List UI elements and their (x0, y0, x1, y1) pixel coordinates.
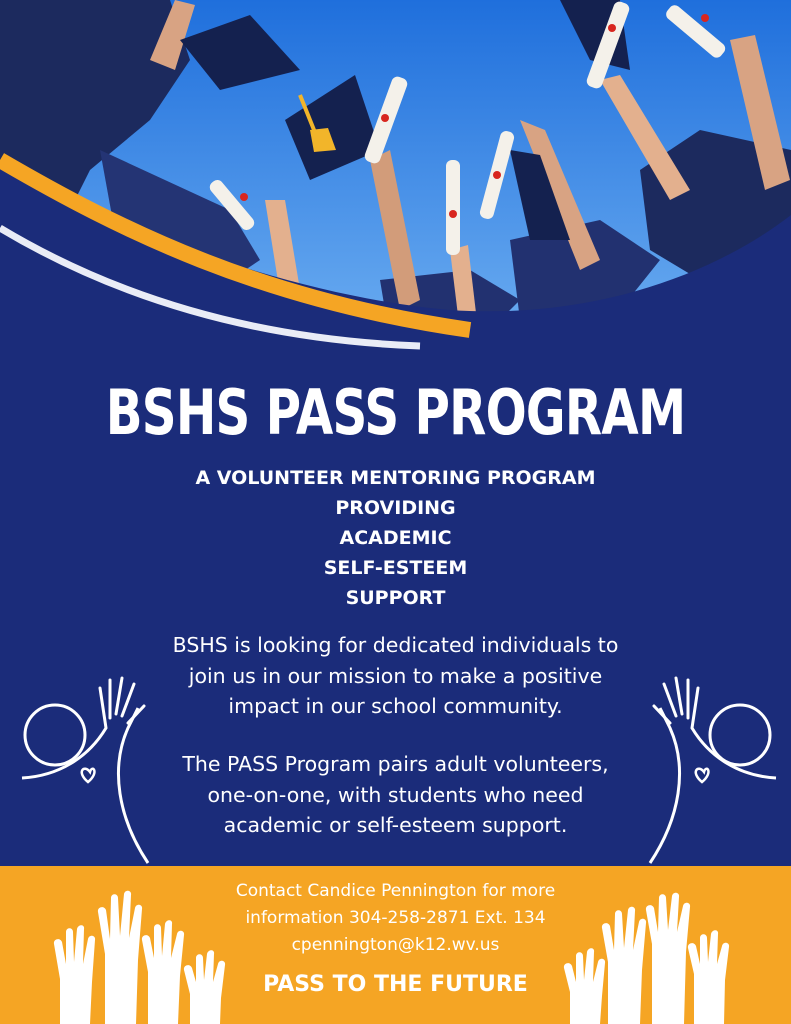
contact-info (150, 878, 641, 959)
tagline-line: PROVIDING (335, 497, 456, 519)
intro-paragraph (145, 630, 646, 722)
program-line: The PASS Program pairs adult volunteers, (182, 752, 609, 776)
footer-slogan: PASS TO THE FUTURE (263, 972, 528, 997)
diploma-icon (446, 160, 460, 255)
contact-line: Contact Candice Pennington for more (235, 881, 556, 901)
tagline-line: ACADEMIC (339, 527, 452, 549)
tagline-line: SUPPORT (345, 587, 446, 609)
hero-graduation-photo (0, 0, 791, 360)
tagline-list (0, 463, 791, 613)
footer-banner (0, 866, 791, 1024)
program-paragraph (145, 749, 646, 841)
tagline-line: A VOLUNTEER MENTORING PROGRAM (195, 467, 596, 489)
reaching-hand-doodle-icon (18, 668, 158, 868)
tagline-line: SELF-ESTEEM (323, 557, 468, 579)
intro-line: impact in our school community. (228, 694, 563, 718)
page-title: BSHS PASS PROGRAM (105, 376, 686, 449)
reaching-hand-doodle-icon (640, 668, 780, 868)
graduation-illustration (0, 0, 791, 360)
contact-phone: information 304-258-2871 Ext. 134 (245, 908, 546, 928)
contact-email[interactable]: cpennington@k12.wv.us (291, 935, 500, 955)
intro-line: BSHS is looking for dedicated individuals to (172, 633, 619, 657)
intro-line: join us in our mission to make a positive (188, 663, 603, 688)
program-line: academic or self-esteem support. (223, 813, 568, 837)
program-line: one-on-one, with students who need (207, 782, 584, 807)
